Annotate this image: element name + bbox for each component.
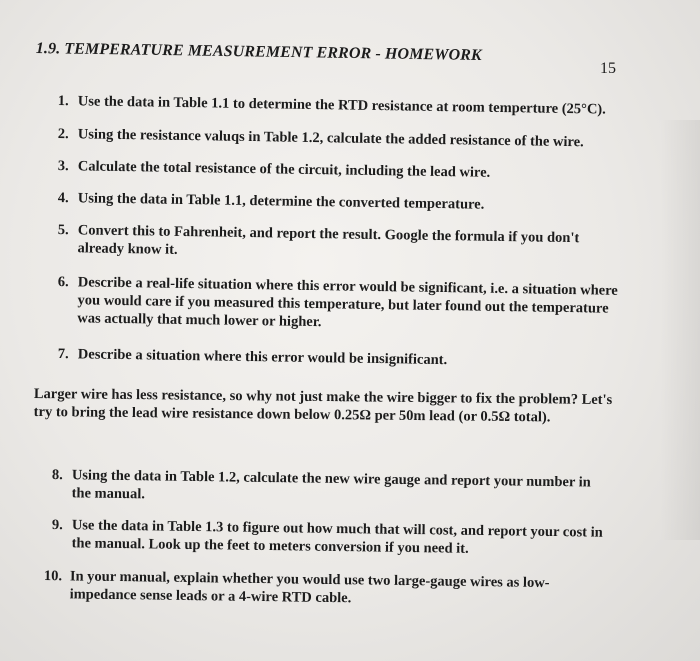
- item-number: 3.: [57, 157, 69, 175]
- list-item: [57, 273, 618, 336]
- list-item: [58, 92, 618, 119]
- item-number: 10.: [43, 567, 63, 585]
- item-number: 1.: [57, 92, 69, 110]
- item-number: 9.: [51, 516, 63, 534]
- item-number: 5.: [57, 221, 69, 239]
- item-number: 8.: [51, 466, 63, 484]
- list-item: [51, 466, 611, 510]
- item-text: Using the resistance valuqs in Table 1.2, calculate the added resistance of the wire.: [77, 126, 584, 151]
- page-number: 15: [600, 60, 616, 77]
- item-text: Using the data in Table 1.2, calculate the new wire gauge and report your number in the manual.: [71, 467, 591, 503]
- item-text: Use the data in Table 1.3 to figure out how much that will cost, and report your cost in the manual. Look up the feet to meters conversion if you need it.: [71, 517, 603, 557]
- list-item: [43, 567, 611, 611]
- body-paragraph: Larger wire has less resistance, so why not just make the wire bigger to fix the problem? Let's try to bring the lead wire resistance down below 0.25Ω per 50m lead (or 0.5Ω total).: [33, 385, 613, 426]
- item-number: 2.: [57, 125, 69, 143]
- list-item: [58, 125, 618, 152]
- item-number: 6.: [57, 273, 69, 291]
- list-item: [58, 189, 618, 216]
- item-number: 7.: [57, 345, 69, 363]
- item-text: Describe a real-life situation where this error would be significant, i.e. a situation where you would care if you measured this temperature, but later found out the temperature was actually that much lower or higher.: [77, 274, 618, 331]
- list-item: [57, 221, 617, 266]
- page-shadow: [660, 120, 700, 540]
- item-text: Convert this to Fahrenheit, and report the result. Google the formula if you don't already know it.: [77, 222, 580, 258]
- list-item: [51, 516, 611, 560]
- list-item: [58, 157, 618, 184]
- section-heading: 1.9. TEMPERATURE MEASUREMENT ERROR - HOMEWORK: [35, 40, 482, 65]
- item-text: Using the data in Table 1.1, determine the converted temperature.: [77, 190, 485, 213]
- item-text: Calculate the total resistance of the circuit, including the lead wire.: [77, 158, 491, 181]
- item-number: 4.: [57, 189, 69, 207]
- item-text: Describe a situation where this error would be insignificant.: [77, 346, 448, 369]
- list-item: [58, 345, 618, 372]
- item-text: Use the data in Table 1.1 to determine the RTD resistance at room temperture (25°C).: [77, 93, 606, 118]
- item-text: In your manual, explain whether you would use two large-gauge wires as low-impedance sense leads or a 4-wire RTD cable.: [69, 568, 550, 607]
